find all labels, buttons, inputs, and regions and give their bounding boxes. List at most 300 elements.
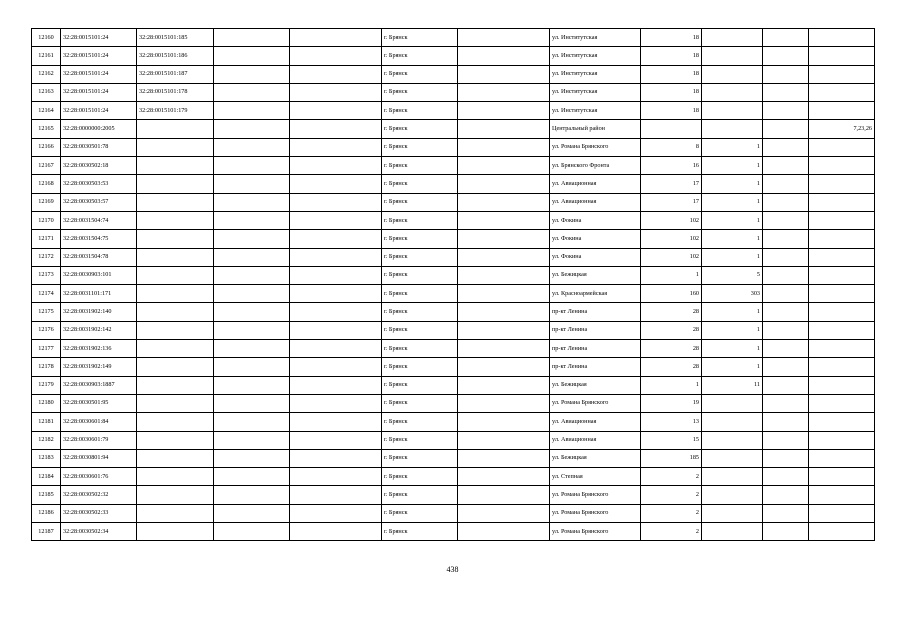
table-cell: 18 [641,83,702,101]
table-cell: 32:28:0030501:78 [61,138,137,156]
table-cell [458,321,550,339]
table-cell [290,211,382,229]
table-cell: ул. Фокина [550,211,641,229]
table-cell [763,376,809,394]
table-cell: 13 [641,413,702,431]
table-cell [214,193,290,211]
table-cell [458,303,550,321]
table-cell: г. Брянск [382,340,458,358]
table-cell [458,248,550,266]
table-cell [702,120,763,138]
table-cell [290,230,382,248]
table-cell [458,468,550,486]
table-cell: г. Брянск [382,468,458,486]
table-cell: 28 [641,303,702,321]
table-cell [809,175,875,193]
table-cell: 32:28:0015101:24 [61,65,137,83]
table-cell: 12185 [32,486,61,504]
table-cell: 28 [641,340,702,358]
registry-table [31,28,875,541]
table-cell: 32:28:0030601:84 [61,413,137,431]
table-cell: 32:28:0030502:18 [61,157,137,175]
table-cell [702,431,763,449]
table-cell [458,449,550,467]
table-cell: 28 [641,358,702,376]
table-cell [809,285,875,303]
table-cell [137,248,214,266]
table-cell: 32:28:0031101:171 [61,285,137,303]
table-row [32,102,875,120]
table-cell [702,47,763,65]
table-cell [290,102,382,120]
table-cell [290,29,382,47]
table-cell: ул. Брянского Фронта [550,157,641,175]
table-cell: 32:28:0030502:32 [61,486,137,504]
table-cell [458,431,550,449]
table-cell [809,431,875,449]
table-cell [763,248,809,266]
table-cell [214,504,290,522]
table-cell [137,394,214,412]
table-cell: ул. Институтская [550,47,641,65]
table-cell [809,523,875,541]
table-cell [214,358,290,376]
table-cell: 32:28:0031504:75 [61,230,137,248]
table-cell [763,211,809,229]
table-cell: г. Брянск [382,285,458,303]
table-cell: 1 [702,175,763,193]
table-cell: 32:28:0031902:140 [61,303,137,321]
table-cell: 12174 [32,285,61,303]
table-cell: 12177 [32,340,61,358]
table-row [32,266,875,284]
table-cell [290,120,382,138]
table-cell [763,175,809,193]
table-cell [290,157,382,175]
table-cell [137,504,214,522]
table-cell [214,29,290,47]
table-cell [137,449,214,467]
table-cell: 1 [702,211,763,229]
table-cell [290,83,382,101]
table-cell: 32:28:0031902:142 [61,321,137,339]
table-cell: ул. Бежицкая [550,266,641,284]
table-cell [763,504,809,522]
table-cell [137,303,214,321]
table-cell: 1 [702,340,763,358]
table-cell: г. Брянск [382,193,458,211]
table-cell: г. Брянск [382,47,458,65]
table-cell: 19 [641,394,702,412]
table-cell [137,120,214,138]
table-cell [290,303,382,321]
table-cell [809,321,875,339]
table-row [32,211,875,229]
table-cell [458,211,550,229]
table-cell: 1 [641,376,702,394]
table-cell [137,523,214,541]
table-cell [702,413,763,431]
table-cell: 32:28:0030503:53 [61,175,137,193]
table-cell: ул. Фокина [550,230,641,248]
table-cell [458,285,550,303]
table-cell [214,321,290,339]
table-cell [290,449,382,467]
table-cell [458,523,550,541]
table-cell: 12170 [32,211,61,229]
table-row [32,47,875,65]
table-cell: 32:28:0031902:149 [61,358,137,376]
table-cell: 1 [702,138,763,156]
table-cell [137,138,214,156]
table-cell [763,120,809,138]
table-cell: 12184 [32,468,61,486]
table-cell: ул. Бежицкая [550,449,641,467]
table-cell [809,157,875,175]
table-cell [458,120,550,138]
table-cell [458,65,550,83]
table-cell [458,29,550,47]
table-cell: 102 [641,230,702,248]
table-cell: 1 [641,266,702,284]
page-number: 438 [446,565,459,574]
table-cell [137,431,214,449]
table-cell [702,504,763,522]
table-cell: 12183 [32,449,61,467]
table-cell: 32:28:0015101:187 [137,65,214,83]
table-cell: 12169 [32,193,61,211]
table-row [32,523,875,541]
table-cell: пр-кт Ленина [550,358,641,376]
table-cell: г. Брянск [382,83,458,101]
table-cell: 18 [641,47,702,65]
table-cell: 12186 [32,504,61,522]
table-cell: пр-кт Ленина [550,303,641,321]
table-cell [458,157,550,175]
table-cell [763,449,809,467]
table-cell: 12172 [32,248,61,266]
table-row [32,303,875,321]
table-cell [809,340,875,358]
table-cell [458,413,550,431]
table-cell: 12160 [32,29,61,47]
table-cell: 185 [641,449,702,467]
table-cell: 32:28:0000000:2005 [61,120,137,138]
table-cell [458,175,550,193]
table-cell: 12167 [32,157,61,175]
table-cell: ул. Романа Брянского [550,504,641,522]
table-cell [137,285,214,303]
table-cell [763,340,809,358]
table-cell [763,468,809,486]
table-cell: 12187 [32,523,61,541]
table-cell: 12182 [32,431,61,449]
table-cell: г. Брянск [382,211,458,229]
table-cell [702,102,763,120]
table-cell: ул. Фокина [550,248,641,266]
table-cell: ул. Институтская [550,65,641,83]
table-cell [702,29,763,47]
table-row [32,413,875,431]
table-cell [214,65,290,83]
table-cell: 32:28:0015101:24 [61,29,137,47]
table-cell: г. Брянск [382,376,458,394]
table-cell [290,504,382,522]
table-cell [214,340,290,358]
table-cell: 12180 [32,394,61,412]
table-cell [763,230,809,248]
table-cell [809,358,875,376]
table-cell [290,193,382,211]
table-cell: г. Брянск [382,504,458,522]
table-cell: г. Брянск [382,431,458,449]
table-cell [458,486,550,504]
table-cell [290,376,382,394]
table-cell [763,83,809,101]
table-cell: г. Брянск [382,175,458,193]
table-cell: г. Брянск [382,358,458,376]
table-cell [137,486,214,504]
table-row [32,120,875,138]
table-cell [809,413,875,431]
table-cell: 32:28:0015101:178 [137,83,214,101]
table-cell: 18 [641,102,702,120]
table-row [32,504,875,522]
table-cell: 17 [641,175,702,193]
table-cell: 32:28:0030501:95 [61,394,137,412]
table-row [32,285,875,303]
table-cell: пр-кт Ленина [550,321,641,339]
table-cell: г. Брянск [382,266,458,284]
table-cell: г. Брянск [382,230,458,248]
table-cell [290,413,382,431]
table-row [32,358,875,376]
table-cell: 12176 [32,321,61,339]
table-cell [809,486,875,504]
table-cell [809,102,875,120]
table-cell: 2 [641,486,702,504]
table-row [32,486,875,504]
table-cell [809,65,875,83]
table-row [32,449,875,467]
table-cell [763,358,809,376]
table-cell: ул. Степная [550,468,641,486]
table-cell: 32:28:0015101:186 [137,47,214,65]
table-cell: 17 [641,193,702,211]
table-cell: 2 [641,523,702,541]
table-row [32,340,875,358]
table-cell: Центральный район [550,120,641,138]
table-cell: 32:28:0030903:101 [61,266,137,284]
table-cell [763,193,809,211]
table-cell [809,266,875,284]
table-cell: 32:28:0031504:74 [61,211,137,229]
table-cell: 1 [702,230,763,248]
table-cell: г. Брянск [382,449,458,467]
table-cell [458,376,550,394]
table-cell: 1 [702,321,763,339]
table-cell [214,157,290,175]
table-cell: 32:28:0030601:79 [61,431,137,449]
table-cell [809,394,875,412]
table-cell: 12171 [32,230,61,248]
table-cell: 8 [641,138,702,156]
table-cell [641,120,702,138]
table-cell [809,248,875,266]
table-cell: 12181 [32,413,61,431]
table-cell [214,431,290,449]
table-row [32,65,875,83]
table-cell [137,230,214,248]
table-cell [137,468,214,486]
table-cell [763,394,809,412]
table-cell [458,138,550,156]
table-cell: ул. Институтская [550,83,641,101]
table-cell [214,285,290,303]
table-cell [137,193,214,211]
table-cell: пр-кт Ленина [550,340,641,358]
table-cell [290,138,382,156]
table-cell: ул. Бежицкая [550,376,641,394]
table-row [32,431,875,449]
table-cell: 28 [641,321,702,339]
table-cell: 12164 [32,102,61,120]
table-cell: 12168 [32,175,61,193]
table-row [32,394,875,412]
table-cell: 12175 [32,303,61,321]
table-cell [809,468,875,486]
table-row [32,321,875,339]
table-cell [290,321,382,339]
table-cell [290,47,382,65]
table-cell [214,175,290,193]
table-cell: 12162 [32,65,61,83]
table-cell: 102 [641,211,702,229]
table-cell [458,266,550,284]
table-cell: 12166 [32,138,61,156]
table-cell [809,83,875,101]
table-cell: г. Брянск [382,321,458,339]
table-cell: г. Брянск [382,29,458,47]
table-cell [458,340,550,358]
table-cell [290,523,382,541]
table-cell [702,449,763,467]
table-cell [290,248,382,266]
table-cell: 12163 [32,83,61,101]
table-cell: 32:28:0030503:57 [61,193,137,211]
table-cell: 12178 [32,358,61,376]
table-cell [763,65,809,83]
table-cell: 32:28:0030502:33 [61,504,137,522]
table-cell [290,358,382,376]
table-cell [809,211,875,229]
table-cell [702,523,763,541]
table-cell [137,157,214,175]
table-cell: 303 [702,285,763,303]
table-cell: 15 [641,431,702,449]
table-cell [458,102,550,120]
table-cell [290,486,382,504]
table-cell: ул. Романа Брянского [550,486,641,504]
table-cell [702,65,763,83]
table-cell: ул. Романа Брянского [550,394,641,412]
table-cell: г. Брянск [382,413,458,431]
table-cell [137,175,214,193]
table-cell: г. Брянск [382,120,458,138]
table-cell [763,47,809,65]
table-cell: 12165 [32,120,61,138]
table-cell: 11 [702,376,763,394]
table-cell [763,413,809,431]
table-cell [763,303,809,321]
table-cell: г. Брянск [382,65,458,83]
table-cell: ул. Институтская [550,29,641,47]
table-row [32,83,875,101]
table-row [32,175,875,193]
table-cell: 1 [702,193,763,211]
table-cell [214,486,290,504]
table-cell: 32:28:0031902:136 [61,340,137,358]
table-cell [137,376,214,394]
table-cell [290,394,382,412]
table-cell: г. Брянск [382,157,458,175]
table-cell [214,102,290,120]
table-cell: 18 [641,29,702,47]
table-cell [458,504,550,522]
table-cell: г. Брянск [382,486,458,504]
table-cell: 32:28:0030601:76 [61,468,137,486]
table-cell [458,193,550,211]
table-cell: 32:28:0030903:1887 [61,376,137,394]
table-row [32,376,875,394]
table-row [32,29,875,47]
table-cell [137,340,214,358]
table-cell: 1 [702,248,763,266]
table-cell [809,193,875,211]
table-cell [290,266,382,284]
table-cell: 2 [641,468,702,486]
table-cell [214,83,290,101]
table-cell [809,29,875,47]
table-cell: ул. Авиационная [550,431,641,449]
table-cell [290,431,382,449]
table-cell: 2 [641,504,702,522]
table-cell [809,449,875,467]
table-cell: 160 [641,285,702,303]
table-cell: 32:28:0030801:94 [61,449,137,467]
table-cell: г. Брянск [382,248,458,266]
table-cell: 1 [702,303,763,321]
table-cell: 32:28:0015101:24 [61,83,137,101]
table-cell [809,230,875,248]
table-cell: г. Брянск [382,303,458,321]
table-cell: ул. Романа Брянского [550,138,641,156]
table-cell: ул. Институтская [550,102,641,120]
table-cell [763,102,809,120]
table-cell [763,321,809,339]
table-cell [137,266,214,284]
table-row [32,230,875,248]
table-row [32,138,875,156]
table-cell: 32:28:0015101:179 [137,102,214,120]
table-cell [214,266,290,284]
table-cell [214,376,290,394]
table-row [32,468,875,486]
table-row [32,157,875,175]
table-cell [763,285,809,303]
table-cell: г. Брянск [382,138,458,156]
table-cell: 16 [641,157,702,175]
